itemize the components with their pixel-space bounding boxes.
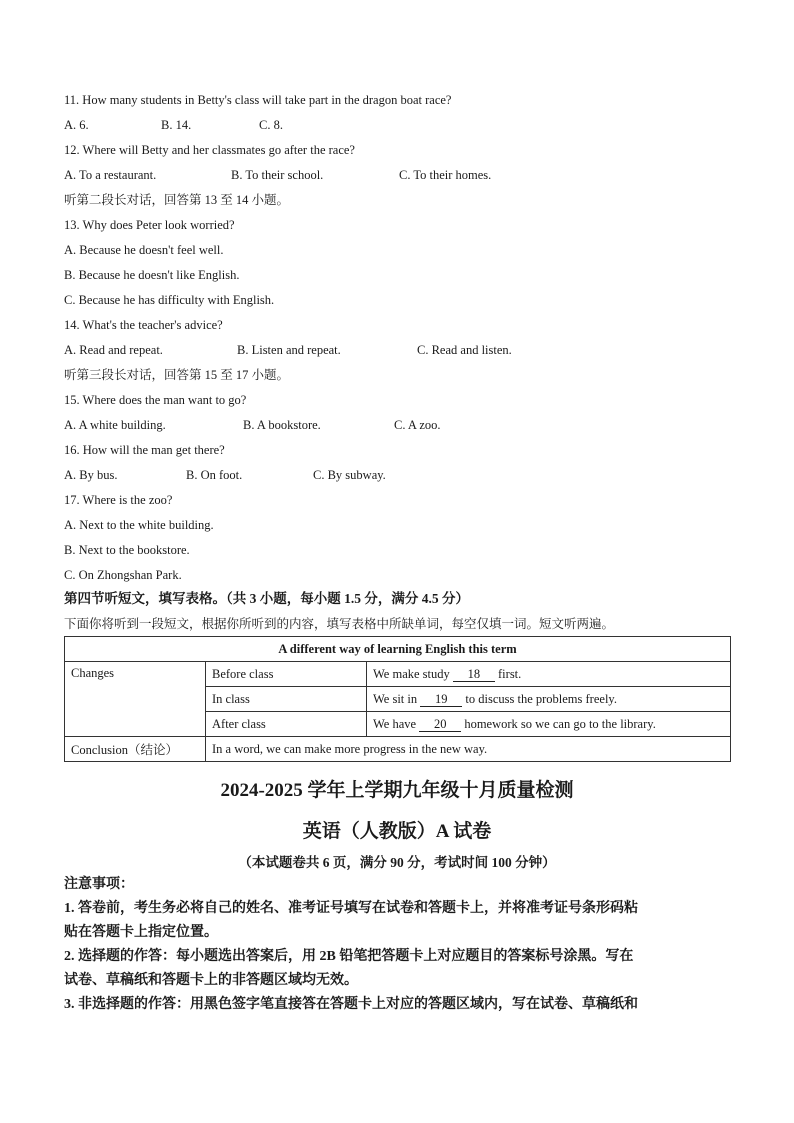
note-2-line-2: 试卷、草稿纸和答题卡上的非答题区域均无效。 <box>64 973 358 988</box>
q15-option-b: B. A bookstore. <box>243 418 321 432</box>
q12-option-b: B. To their school. <box>231 168 324 182</box>
phase-in-class: In class <box>206 687 367 712</box>
phase-after-class: After class <box>206 712 367 737</box>
changes-label: Changes <box>65 662 206 737</box>
q11-option-b: B. 14. <box>161 118 192 132</box>
question-11-stem: 11. How many students in Betty's class will take part in the dragon boat race? <box>64 93 452 107</box>
row-after-class-text <box>367 712 731 737</box>
note-1-line-1: 1. 答卷前，考生务必将自己的姓名、准考证号填写在试卷和答题卡上，并将准考证号条形码粘 <box>64 901 638 916</box>
section-4-instruction: 下面你将听到一段短文，根据你所听到的内容，填写表格中所缺单词，每空仅填一词。短文听两遍。 <box>64 617 615 631</box>
q12-option-c: C. To their homes. <box>399 168 492 182</box>
q14-option-a: A. Read and repeat. <box>64 343 163 357</box>
q11-option-a: A. 6. <box>64 118 89 132</box>
q17-option-a: A. Next to the white building. <box>64 518 214 532</box>
question-11-options <box>64 117 664 133</box>
section-4-title: 第四节听短文，填写表格。（共 3 小题，每小题 1.5 分，满分 4.5 分） <box>64 591 469 606</box>
q13-option-a: A. Because he doesn't feel well. <box>64 243 224 257</box>
q13-option-c: C. Because he has difficulty with English. <box>64 293 275 307</box>
q16-option-c: C. By subway. <box>313 468 386 482</box>
q14-option-c: C. Read and listen. <box>417 343 512 357</box>
row-text-pre: We sit in <box>373 691 421 706</box>
table-caption: A different way of learning English this term <box>65 637 731 662</box>
row-in-class-text <box>367 687 731 712</box>
answer-blank-19[interactable]: 19 <box>420 692 462 707</box>
note-1-line-2: 贴在答题卡上指定位置。 <box>64 925 218 940</box>
row-text-pre: We make study <box>373 666 453 681</box>
row-text-pre: We have <box>373 716 420 731</box>
q11-option-c: C. 8. <box>259 118 283 132</box>
q17-option-b: B. Next to the bookstore. <box>64 543 190 557</box>
conclusion-label: Conclusion（结论） <box>65 737 206 762</box>
question-15-options <box>64 417 664 433</box>
exam-subtitle: （本试题卷共 6 页，满分 90 分，考试时间 100 分钟） <box>238 855 556 870</box>
question-14-stem: 14. What's the teacher's advice? <box>64 318 223 332</box>
notes-heading: 注意事项： <box>64 877 134 892</box>
exam-notes <box>64 873 734 1017</box>
row-before-class-text <box>367 662 731 687</box>
q16-option-b: B. On foot. <box>186 468 243 482</box>
listening-table <box>64 636 731 762</box>
question-16-stem: 16. How will the man get there? <box>64 443 225 457</box>
note-3-line-1: 3. 非选择题的作答：用黑色签字笔直接答在答题卡上对应的答题区域内，写在试卷、草稿纸和 <box>64 997 638 1012</box>
conclusion-text: In a word, we can make more progress in the new way. <box>206 737 731 762</box>
exam-title: 2024-2025 学年上学期九年级十月质量检测 <box>220 780 574 801</box>
question-16-options <box>64 467 664 483</box>
dialog-3-instruction: 听第三段长对话，回答第 15 至 17 小题。 <box>64 368 290 382</box>
dialog-2-instruction: 听第二段长对话，回答第 13 至 14 小题。 <box>64 193 290 207</box>
note-2-line-1: 2. 选择题的作答：每小题选出答案后，用 2B 铅笔把答题卡上对应题目的答案标号涂黑。写在 <box>64 949 634 964</box>
row-text-post: first. <box>494 666 522 681</box>
answer-blank-20[interactable]: 20 <box>419 717 461 732</box>
q15-option-c: C. A zoo. <box>394 418 441 432</box>
question-12-stem: 12. Where will Betty and her classmates go after the race? <box>64 143 355 157</box>
q15-option-a: A. A white building. <box>64 418 166 432</box>
question-14-options <box>64 342 664 358</box>
q17-option-c: C. On Zhongshan Park. <box>64 568 182 582</box>
answer-blank-18[interactable]: 18 <box>453 667 495 682</box>
q14-option-b: B. Listen and repeat. <box>237 343 341 357</box>
row-text-post: homework so we can go to the library. <box>461 716 656 731</box>
q13-option-b: B. Because he doesn't like English. <box>64 268 240 282</box>
row-text-post: to discuss the problems freely. <box>462 691 617 706</box>
question-17-stem: 17. Where is the zoo? <box>64 493 173 507</box>
q12-option-a: A. To a restaurant. <box>64 168 157 182</box>
question-12-options <box>64 167 664 183</box>
phase-before-class: Before class <box>206 662 367 687</box>
question-13-stem: 13. Why does Peter look worried? <box>64 218 235 232</box>
q16-option-a: A. By bus. <box>64 468 118 482</box>
exam-subject-title: 英语（人教版）A 试卷 <box>302 821 492 842</box>
question-15-stem: 15. Where does the man want to go? <box>64 393 247 407</box>
